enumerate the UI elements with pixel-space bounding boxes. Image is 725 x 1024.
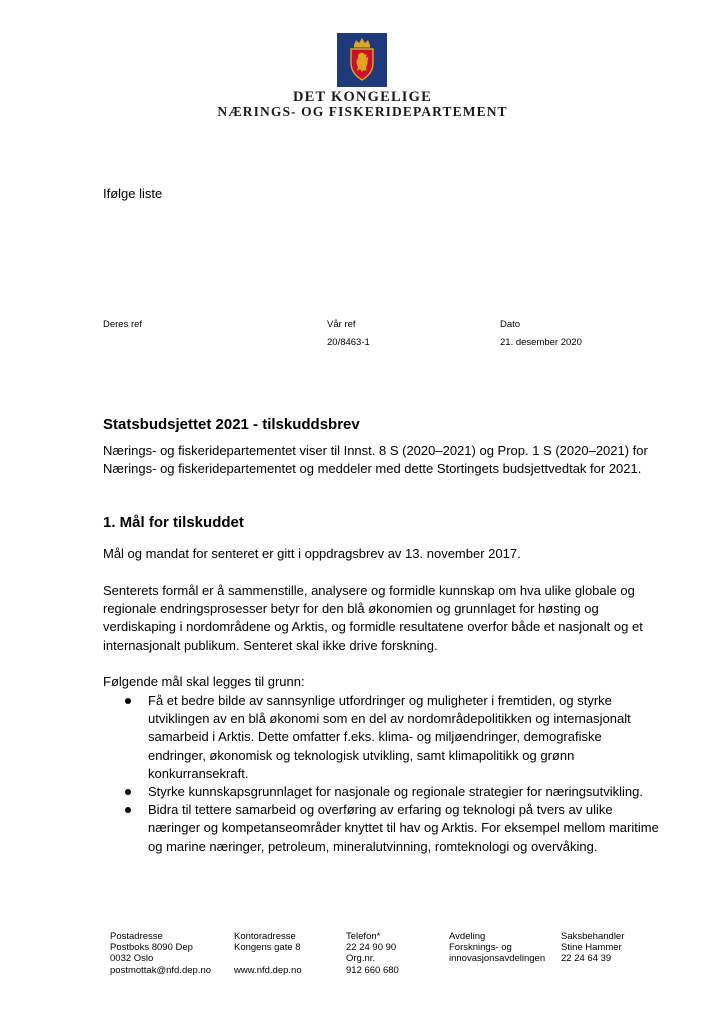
footer-kontoradresse: Kontoradresse Kongens gate 8 www.nfd.dep.no [234,931,302,976]
goals-list [103,692,663,856]
list-item: Bidra til tettere samarbeid og overføring av erfaring og teknologi på tvers av ulike næringer og kompetanseområder knyttet til hav og Arktis. For eksempel mellom maritime og marine næringer, petroleum, mineralutvinning, romteknologi og overvåking. [103,801,663,856]
recipient: Ifølge liste [103,186,163,201]
section-heading: 1. Mål for tilskuddet [103,514,244,531]
dato-label: Dato [500,319,521,330]
var-ref-label: Vår ref [327,319,356,330]
letter-title: Statsbudsjettet 2021 - tilskuddsbrev [103,416,360,433]
footer-saksbehandler: Saksbehandler Stine Hammer 22 24 64 39 [561,931,625,965]
goals-intro: Følgende mål skal legges til grunn: [103,674,305,689]
bullet-icon [125,698,131,704]
bullet-icon [125,807,131,813]
dato-value: 21. desember 2020 [500,337,582,348]
coat-of-arms-logo [337,33,387,87]
bullet-icon [125,789,131,795]
department-name-line1: DET KONGELIGE [292,89,433,105]
deres-ref-label: Deres ref [103,319,143,330]
list-item: Styrke kunnskapsgrunnlaget for nasjonale og regionale strategier for næringsutvikling. [103,783,663,801]
department-name-line2: NÆRINGS- OG FISKERIDEPARTEMENT [217,104,508,119]
intro-paragraph: Nærings- og fiskeridepartementet viser til Innst. 8 S (2020–2021) og Prop. 1 S (2020–2021) for Nærings- og fiskeridepartementet og meddeler med dette Stortingets budsjettvedtak for 2021. [103,443,648,477]
purpose-paragraph: Senterets formål er å sammenstille, analysere og formidle kunnskap om hva ulike globale og regionale endringsprosesser betyr for den blå økonomien og grunnlaget for høsting og verdiskaping i nordområdene og Arktis, og formidle resultatene overfor både et nasjonalt og et internasjonalt publikum. Senteret skal ikke drive forskning. [103,583,643,653]
var-ref-value: 20/8463-1 [327,337,370,348]
footer-telefon: Telefon* 22 24 90 90 Org.nr. 912 660 680 [346,931,399,976]
list-item: Få et bedre bilde av sannsynlige utfordringer og muligheter i fremtiden, og styrke utviklingen av en blå økonomi som en del av nordområdepolitikken og internasjonalt samarbeid i Arktis. Dette omfatter f.eks. klima- og miljøendringer, demografiske endringer, økonomisk og teknologisk utvikling, samt klimapolitikk og grønn konkurransekraft. [103,692,663,783]
mandate-paragraph: Mål og mandat for senteret er gitt i oppdragsbrev av 13. november 2017. [103,546,521,561]
footer-postadresse: Postadresse Postboks 8090 Dep 0032 Oslo postmottak@nfd.dep.no [110,931,212,976]
footer-avdeling: Avdeling Forsknings- og innovasjonsavdelingen [449,931,546,965]
